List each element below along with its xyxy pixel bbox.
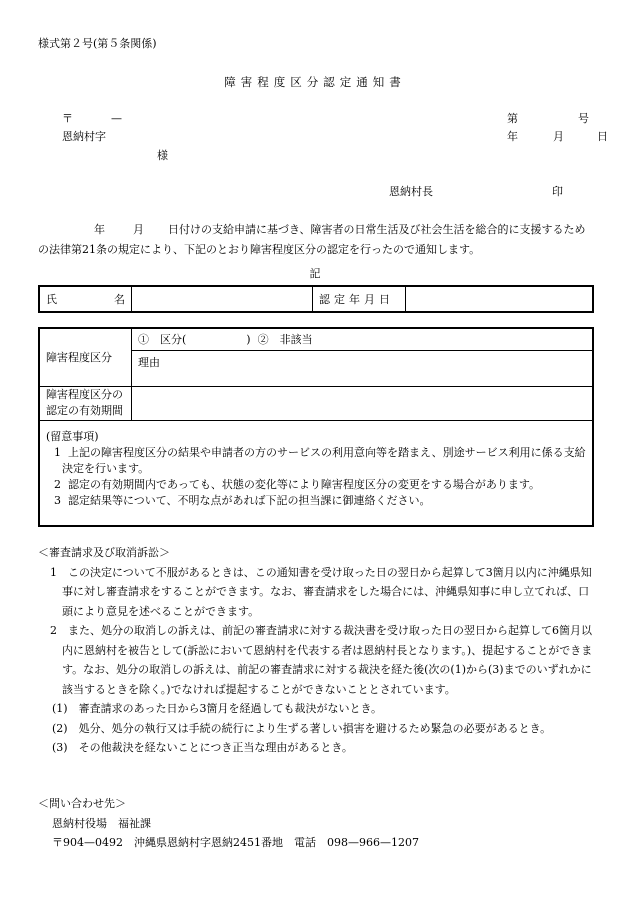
doc-date-year: 年 xyxy=(507,130,518,143)
certification-date-label: 認定年月日 xyxy=(313,286,406,312)
postal-separator: — xyxy=(111,112,122,125)
doc-date-month: 月 xyxy=(553,130,564,143)
notes-heading: (留意事項) xyxy=(46,429,99,443)
appeal-subitem: (1) 審査請求のあった日から3箇月を経過しても裁決がないとき。 xyxy=(52,702,383,715)
notice-body xyxy=(38,220,594,260)
doc-number-suffix: 号 xyxy=(578,112,589,125)
body-date-month: 月 xyxy=(133,223,144,236)
appeal-subitem: (2) 処分、処分の執行又は手続の続行により生ずる著しい損害を避けるため緊急の必要があるとき。 xyxy=(52,721,552,735)
recipient-honorific: 様 xyxy=(157,149,168,162)
note-item: 1 上記の障害程度区分の結果や申請者の方のサービスの利用意向等を踏まえ、別途サービス利用に係る支給決定を行います。 xyxy=(54,445,586,475)
sender-name: 恩納村長 xyxy=(389,185,433,198)
name-value-cell xyxy=(132,286,313,312)
contact-address: 〒904—0492 沖縄県恩納村字恩納2451番地 電話 098—966—1207 xyxy=(52,836,419,849)
document-date xyxy=(507,128,608,144)
appeal-heading: ＜審査請求及び取消訴訟＞ xyxy=(38,546,170,559)
seal-mark: 印 xyxy=(552,185,563,198)
appeal-item: 2 また、処分の取消しの訴えは、前記の審査請求に対する裁決書を受け取った日の翌日から起算して6箇月以内に恩納村を被告として(訴訟において恩納村を代表する者は恩納村長となります。)、提起することができます。なお、処分の取消しの訴えは、前記の審査請求に対する裁決を経た後(次の(1)から(3)までのいずれかに該当するときを除く。)でなければ提起することができないこととされています。 xyxy=(50,624,593,696)
body-text: 日付けの支給申請に基づき、障害者の日常生活及び社会生活を総合的に支援するための法律第21条の規定により、下記のとおり障害程度区分の認定を行ったので通知します。 xyxy=(38,223,586,256)
reason-label: 理由 xyxy=(138,355,160,369)
validity-label-1: 障害程度区分の xyxy=(46,388,123,401)
validity-value-cell xyxy=(132,386,594,420)
contact-heading: ＜問い合わせ先＞ xyxy=(38,797,126,810)
category-option-1: ① 区分( xyxy=(138,333,187,347)
document-title: 障害程度区分認定通知書 xyxy=(224,75,406,89)
form-number: 様式第２号(第５条関係) xyxy=(38,37,157,50)
contact-section xyxy=(38,794,419,853)
contact-office: 恩納村役場 福祉課 xyxy=(52,816,151,830)
category-label-cell: 障害程度区分 xyxy=(39,328,132,386)
note-item: 2 認定の有効期間内であっても、状態の変化等により障害程度区分の変更をする場合があります。 xyxy=(54,477,541,491)
postal-mark: 〒 xyxy=(62,112,73,125)
category-option-2: ② 非該当 xyxy=(257,333,313,347)
disability-category-table xyxy=(38,327,594,527)
certification-date-value xyxy=(406,286,594,312)
category-option-1-close: ) xyxy=(246,333,251,347)
appeal-section xyxy=(38,543,598,758)
name-label-2: 名 xyxy=(114,293,125,306)
note-item: 3 認定結果等について、不明な点があれば下記の担当課に御連絡ください。 xyxy=(54,493,431,507)
name-label-1: 氏 xyxy=(46,293,57,306)
validity-label-cell xyxy=(39,386,132,420)
document-number xyxy=(507,110,589,126)
recipient-address: 恩納村字 xyxy=(62,130,106,143)
reason-cell xyxy=(132,350,594,386)
recipient-info-table xyxy=(38,285,594,313)
validity-label-2: 認定の有効期間 xyxy=(46,404,123,417)
doc-number-prefix: 第 xyxy=(507,112,518,125)
appeal-subitem: (3) その他裁決を経ないことにつき正当な理由があるとき。 xyxy=(52,741,353,754)
category-options-cell xyxy=(132,328,594,350)
body-date-year: 年 xyxy=(94,223,105,236)
ki-heading: 記 xyxy=(309,267,321,280)
recipient-postal xyxy=(62,110,122,126)
name-label-cell xyxy=(39,286,132,312)
notes-cell xyxy=(39,420,593,526)
doc-date-day: 日 xyxy=(597,130,608,143)
appeal-item: 1 この決定について不服があるときは、この通知書を受け取った日の翌日から起算して3箇月以内に沖縄県知事に対し審査請求をすることができます。なお、審査請求をした場合には、沖縄県知事に申し立てれば、口頭により意見を述べることができます。 xyxy=(50,565,592,618)
